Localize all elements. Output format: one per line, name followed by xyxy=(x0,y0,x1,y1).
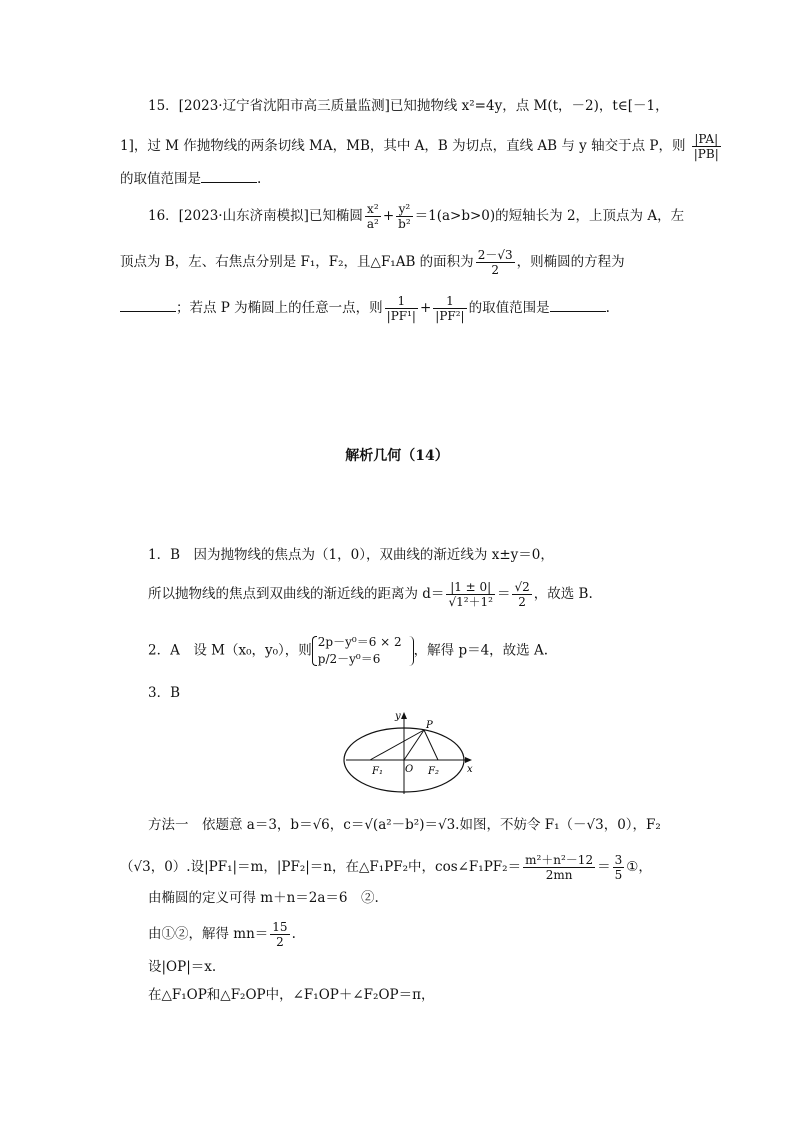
q16-plus-2: + xyxy=(419,300,432,316)
a3-line5: 设|OP|＝x. xyxy=(148,959,217,975)
a2-post: ，解得 p＝4，故选 A. xyxy=(413,642,549,659)
a3-mn-den: 2 xyxy=(276,935,284,949)
label-y: y xyxy=(395,711,401,722)
a3-line6: 在△F₁OP和△F₂OP中，∠F₁OP＋∠F₂OP＝π， xyxy=(148,987,435,1003)
a3-cos-value-den: 5 xyxy=(614,868,623,882)
q16-frac-y xyxy=(396,202,413,231)
q16-line1a: 16．[2023·山东济南模拟]已知椭圆 xyxy=(148,208,363,224)
q16-line2a: 顶点为 B，左、右焦点分别是 F₁，F₂，且△F₁AB 的面积为 xyxy=(120,254,474,270)
a3-mn-num: 15 xyxy=(272,920,288,934)
a1-equals: ＝ xyxy=(496,586,511,602)
label-x: x xyxy=(467,764,473,775)
q16-area-fraction xyxy=(476,248,515,277)
q15-ratio-numerator: |PA| xyxy=(692,132,721,147)
a3-line4 xyxy=(148,920,296,949)
a2-line xyxy=(148,634,548,668)
q16-line2b: ，则椭圆的方程为 xyxy=(516,254,625,270)
q16-frac-pf2-num: 1 xyxy=(433,294,466,309)
segment-f2-p xyxy=(424,730,438,760)
a3-line3: 由椭圆的定义可得 m＋n＝2a＝6 ②. xyxy=(148,890,379,906)
q15-line2 xyxy=(120,132,723,161)
q16-line2 xyxy=(120,248,625,277)
y-axis-arrow xyxy=(401,712,407,719)
q16-frac-pf1 xyxy=(385,294,418,323)
a3-cos-fraction xyxy=(523,853,595,882)
a1-distance-fraction xyxy=(446,580,495,609)
a3-line2b: ①， xyxy=(626,859,652,875)
a3-cos-den: 2mn xyxy=(545,868,573,882)
a3-line2a: （√3，0）.设|PF₁|＝m，|PF₂|＝n，在△F₁PF₂中，cos∠F₁PF₂＝ xyxy=(120,859,522,875)
ellipse-figure xyxy=(340,706,480,796)
a3-mn-fraction xyxy=(270,920,289,949)
q15-line3-text: 的取值范围是 xyxy=(120,171,201,187)
q16-plus: + xyxy=(382,208,395,224)
q16-area-num: 2－√3 xyxy=(477,248,513,262)
a3-line1: 方法一 依题意 a＝3，b＝√6，c＝√(a²－b²)＝√3.如图，不妨令 F₁（－√3，0），F₂ xyxy=(148,817,661,833)
q15-period: . xyxy=(257,171,262,187)
section-title: 解析几何（14） xyxy=(345,448,449,464)
a3-label: 3．B xyxy=(148,685,181,701)
q16-line3 xyxy=(120,294,610,323)
q16-frac-x-num: x² xyxy=(365,202,381,217)
label-o: O xyxy=(405,764,414,775)
label-p: P xyxy=(426,720,433,731)
a1-line2 xyxy=(148,580,593,609)
q15-answer-blank[interactable] xyxy=(201,168,257,183)
a2-pre: 2．A 设 M（x₀，y₀），则 xyxy=(148,642,312,659)
a2-row1: 2p－y⁰＝6 × 2 xyxy=(317,635,402,649)
a1-result-num: √2 xyxy=(514,580,530,594)
a2-equation-system xyxy=(312,634,414,668)
q16-answer-blank-1[interactable] xyxy=(120,297,176,312)
a3-cos-value-num: 3 xyxy=(614,853,623,867)
q16-line1b: ＝1(a>b>0)的短轴长为 2，上顶点为 A，左 xyxy=(414,208,685,224)
a3-line4b: . xyxy=(291,926,296,942)
q16-frac-pf2-den: |PF²| xyxy=(435,309,465,323)
a3-cos-value-fraction xyxy=(613,853,625,882)
a1-distance-den: √1²＋1² xyxy=(448,595,493,609)
q15-ratio-denominator: |PB| xyxy=(693,147,719,161)
q16-frac-y-num: y² xyxy=(396,202,413,217)
q15-ratio-fraction xyxy=(692,132,721,161)
q16-frac-pf2 xyxy=(433,294,466,323)
q16-line3b: 的取值范围是 xyxy=(468,300,550,316)
segment-f1-p xyxy=(370,730,424,760)
q16-line1 xyxy=(148,202,684,231)
a1-line2b: ，故选 B. xyxy=(533,586,593,602)
q15-line2-text: 1]，过 M 作抛物线的两条切线 MA，MB，其中 A，B 为切点，直线 AB 与 y 轴交于点 P，则 xyxy=(120,138,686,154)
a3-equals: ＝ xyxy=(597,859,611,875)
a1-result-fraction xyxy=(512,580,531,609)
q16-frac-pf1-den: |PF¹| xyxy=(386,309,416,323)
a3-cos-num: m²＋n²－12 xyxy=(525,853,594,867)
a1-distance-num: |1 ± 0| xyxy=(446,580,495,595)
q16-frac-x xyxy=(365,202,381,231)
a3-line4a: 由①②，解得 mn＝ xyxy=(148,926,269,942)
q16-line3a: ；若点 P 为椭圆上的任意一点，则 xyxy=(176,300,383,316)
q16-period: . xyxy=(605,300,610,316)
x-axis-arrow xyxy=(465,757,472,763)
q16-frac-pf1-num: 1 xyxy=(385,294,418,309)
q15-line1: 15．[2023·辽宁省沈阳市高三质量监测]已知抛物线 x²=4y，点 M(t，－2)，t∈[－1， xyxy=(148,98,669,114)
a1-line1: 1．B 因为抛物线的焦点为（1，0），双曲线的渐近线为 x±y＝0， xyxy=(148,547,554,563)
segment-o-p xyxy=(404,730,424,760)
a1-line2a: 所以抛物线的焦点到双曲线的渐近线的距离为 d＝ xyxy=(148,586,445,602)
q16-frac-y-den: b² xyxy=(398,217,411,231)
q16-area-den: 2 xyxy=(491,263,499,277)
label-f2: F₂ xyxy=(428,766,439,777)
q15-line3 xyxy=(120,168,261,189)
a2-row2: p/2－y⁰＝6 xyxy=(317,652,381,666)
a1-result-den: 2 xyxy=(518,595,526,609)
q16-answer-blank-2[interactable] xyxy=(550,297,606,312)
label-f1: F₁ xyxy=(372,766,383,777)
q16-frac-x-den: a² xyxy=(366,217,379,231)
a3-line2 xyxy=(120,853,652,882)
